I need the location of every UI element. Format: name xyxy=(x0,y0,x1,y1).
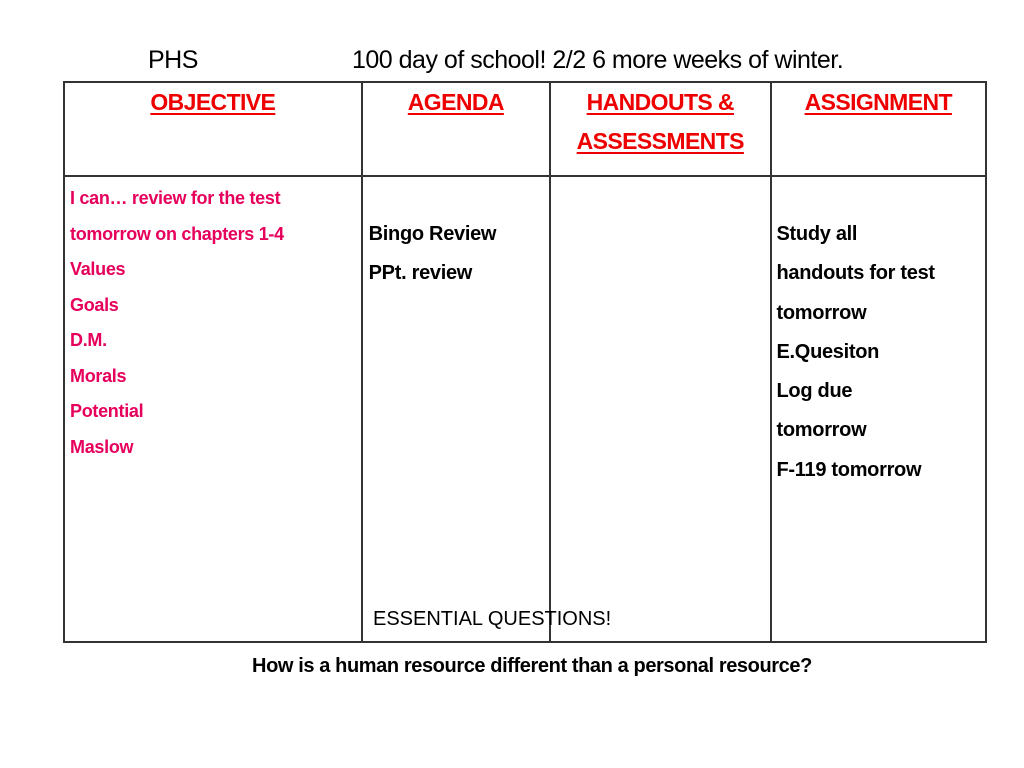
objective-item: tomorrow on chapters 1-4 xyxy=(70,223,284,244)
table-header-row xyxy=(64,82,986,176)
table-body-row xyxy=(64,176,986,642)
assignment-item: F-119 tomorrow xyxy=(776,458,922,481)
objective-item: I can… review for the test xyxy=(70,188,281,208)
objective-item: D.M. xyxy=(70,330,107,350)
objective-item: Goals xyxy=(70,294,119,315)
column-header-label: ASSESSMENTS xyxy=(576,128,744,154)
column-header-agenda xyxy=(362,82,550,176)
column-header-assignment xyxy=(771,82,986,176)
column-header-label: AGENDA xyxy=(407,89,504,115)
agenda-cell xyxy=(362,176,550,642)
objective-item: Maslow xyxy=(70,436,134,457)
objective-item: Values xyxy=(70,259,126,279)
school-name: PHS xyxy=(148,46,198,74)
objective-cell xyxy=(64,176,362,642)
agenda-item: PPt. review xyxy=(368,262,473,285)
assignment-item: Study all xyxy=(776,223,858,245)
column-header-handouts xyxy=(550,82,770,176)
column-header-label: HANDOUTS & xyxy=(586,89,734,115)
assignment-item: tomorrow xyxy=(776,301,867,324)
objective-item: Morals xyxy=(70,365,127,386)
objective-item: Potential xyxy=(70,401,144,421)
column-header-label: OBJECTIVE xyxy=(150,89,276,115)
column-header-label: ASSIGNMENT xyxy=(804,89,952,115)
assignment-item: Log due xyxy=(776,380,853,403)
assignment-item: E.Quesiton xyxy=(776,340,880,363)
lesson-plan-table xyxy=(63,81,987,643)
assignment-item: handouts for test xyxy=(776,262,935,285)
assignment-cell xyxy=(771,176,986,642)
column-header-objective xyxy=(64,82,362,176)
essential-question-text: How is a human resource different than a personal resource? xyxy=(252,655,812,677)
essential-questions-label: ESSENTIAL QUESTIONS! xyxy=(373,608,612,630)
handouts-cell xyxy=(550,176,770,642)
agenda-item: Bingo Review xyxy=(368,223,497,245)
assignment-item: tomorrow xyxy=(776,419,867,442)
page-subtitle: 100 day of school! 2/2 6 more weeks of winter. xyxy=(352,46,844,74)
